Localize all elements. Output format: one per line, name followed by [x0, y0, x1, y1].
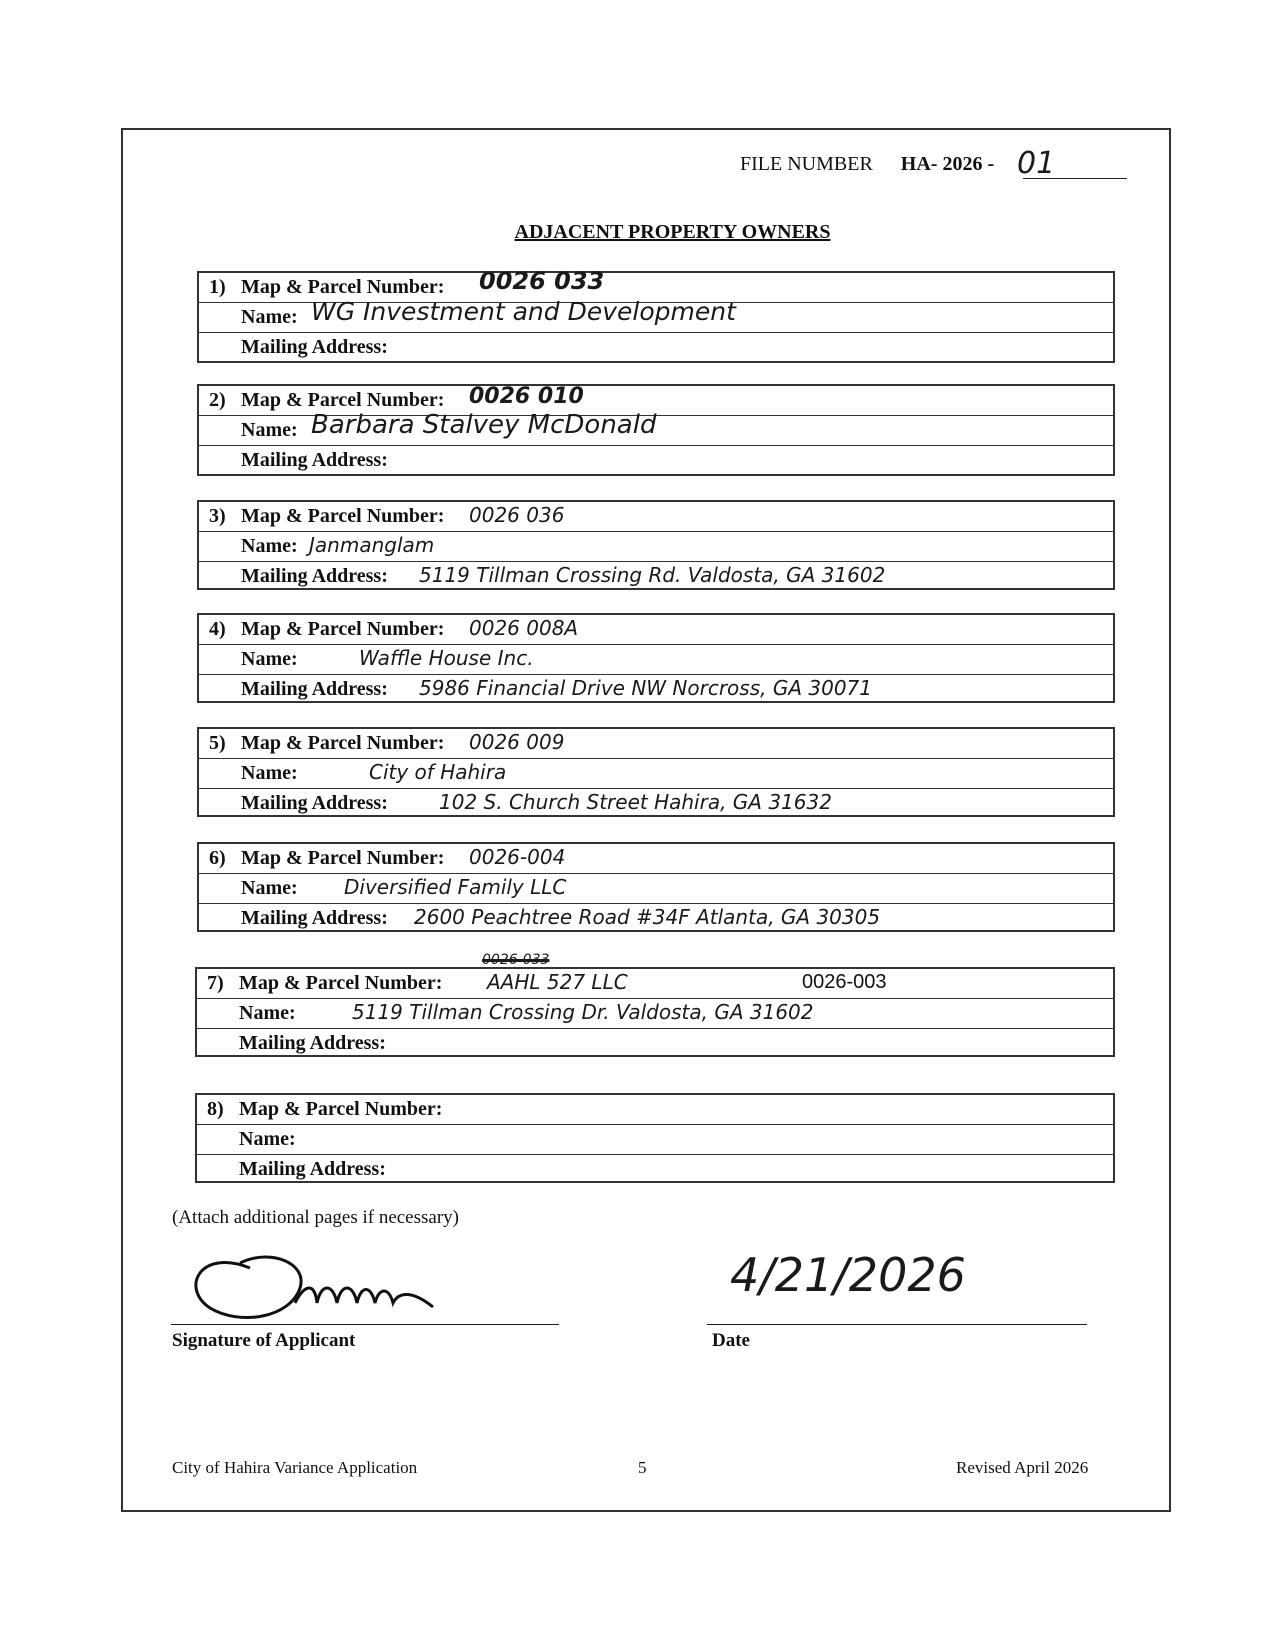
name-value[interactable]: Waffle House Inc. — [359, 646, 534, 670]
address-label: Mailing Address: — [241, 449, 388, 471]
entry-number: 4) — [209, 618, 226, 640]
parcel-label: Map & Parcel Number: — [241, 505, 445, 527]
address-row — [199, 562, 1113, 592]
footer-revised: Revised April 2026 — [956, 1458, 1089, 1477]
address-label: Mailing Address: — [241, 565, 388, 587]
footer-title: City of Hahira Variance Application — [172, 1458, 418, 1477]
name-value[interactable]: City of Hahira — [369, 760, 507, 784]
file-number-value[interactable]: 01 — [1017, 146, 1056, 181]
name-label: Name: — [241, 762, 298, 784]
owner-entry-6 — [197, 842, 1115, 932]
entry-number: 2) — [209, 389, 226, 411]
parcel-row — [197, 1095, 1113, 1125]
struck-parcel-number: 0026-033 — [482, 952, 550, 968]
name-row — [199, 874, 1113, 904]
name-row — [199, 759, 1113, 789]
file-number-label: FILE NUMBER — [740, 153, 873, 175]
parcel-row — [199, 502, 1113, 532]
address-label: Mailing Address: — [239, 1032, 386, 1054]
parcel-value[interactable]: 0026 009 — [469, 730, 565, 754]
signature-line — [171, 1324, 559, 1325]
name-value[interactable]: Barbara Stalvey McDonald — [311, 410, 657, 440]
entry-number: 5) — [209, 732, 226, 754]
address-row — [199, 446, 1113, 476]
entry-number: 6) — [209, 847, 226, 869]
name-row — [199, 410, 1113, 446]
name-row — [197, 999, 1113, 1029]
name-label: Name: — [239, 1002, 296, 1024]
parcel-row — [199, 844, 1113, 874]
address-row — [199, 675, 1113, 705]
address-row — [199, 333, 1113, 363]
name-label: Name: — [241, 877, 298, 899]
entry-number: 3) — [209, 505, 226, 527]
date-line — [707, 1324, 1087, 1325]
parcel-label: Map & Parcel Number: — [241, 618, 445, 640]
parcel-value[interactable]: 0026 033 — [479, 267, 605, 295]
parcel-label: Map & Parcel Number: — [239, 972, 443, 994]
address-value[interactable]: 5986 Financial Drive NW Norcross, GA 30071 — [419, 676, 873, 700]
parcel-value[interactable]: 0026 008A — [469, 616, 579, 640]
date-label: Date — [712, 1330, 750, 1351]
name-row — [199, 645, 1113, 675]
file-number-prefix: HA- 2026 - — [900, 153, 995, 175]
page-number: 5 — [638, 1458, 647, 1477]
owner-entry-2 — [197, 384, 1115, 476]
parcel-value[interactable]: AAHL 527 LLC — [487, 970, 628, 994]
parcel-label: Map & Parcel Number: — [241, 389, 445, 411]
parcel-row — [199, 615, 1113, 645]
parcel-label: Map & Parcel Number: — [241, 732, 445, 754]
owner-entry-1 — [197, 267, 1115, 363]
address-label: Mailing Address: — [241, 336, 388, 358]
address-value[interactable]: 2600 Peachtree Road #34F Atlanta, GA 30305 — [414, 905, 881, 929]
parcel-row — [199, 729, 1113, 759]
parcel-row — [197, 969, 1113, 999]
name-label: Name: — [239, 1128, 296, 1150]
signature-label: Signature of Applicant — [172, 1330, 356, 1351]
address-label: Mailing Address: — [241, 907, 388, 929]
name-label: Name: — [241, 306, 298, 328]
name-value[interactable]: Janmanglam — [309, 533, 435, 557]
address-label: Mailing Address: — [239, 1158, 386, 1180]
parcel-label: Map & Parcel Number: — [241, 847, 445, 869]
file-number — [740, 153, 994, 176]
address-label: Mailing Address: — [241, 792, 388, 814]
name-value[interactable]: 5119 Tillman Crossing Dr. Valdosta, GA 31602 — [352, 1000, 814, 1024]
address-row — [199, 789, 1113, 819]
owner-entry-5 — [197, 727, 1115, 817]
address-value[interactable]: 5119 Tillman Crossing Rd. Valdosta, GA 31602 — [419, 563, 886, 587]
parcel-typed-value: 0026-003 — [802, 971, 887, 993]
name-label: Name: — [241, 535, 298, 557]
name-label: Name: — [241, 419, 298, 441]
entry-number: 8) — [207, 1098, 224, 1120]
page-title: ADJACENT PROPERTY OWNERS — [514, 221, 831, 243]
owner-entry-8 — [195, 1093, 1115, 1183]
name-row — [199, 297, 1113, 333]
parcel-value[interactable]: 0026-004 — [469, 845, 566, 869]
address-row — [197, 1029, 1113, 1059]
owner-entry-4 — [197, 613, 1115, 703]
parcel-value[interactable]: 0026 036 — [469, 503, 565, 527]
address-row — [199, 904, 1113, 934]
name-value[interactable]: Diversified Family LLC — [344, 875, 567, 899]
owner-entry-7 — [195, 967, 1115, 1057]
name-label: Name: — [241, 648, 298, 670]
name-row — [197, 1125, 1113, 1155]
parcel-value[interactable]: 0026 010 — [469, 384, 584, 409]
entry-number: 7) — [207, 972, 224, 994]
name-value[interactable]: WG Investment and Development — [311, 297, 736, 326]
address-row — [197, 1155, 1113, 1185]
parcel-label: Map & Parcel Number: — [239, 1098, 443, 1120]
address-value[interactable]: 102 S. Church Street Hahira, GA 31632 — [439, 790, 832, 814]
parcel-label: Map & Parcel Number: — [241, 276, 445, 298]
name-row — [199, 532, 1113, 562]
owner-entry-3 — [197, 500, 1115, 590]
attach-note: (Attach additional pages if necessary) — [172, 1207, 459, 1228]
address-label: Mailing Address: — [241, 678, 388, 700]
date-value[interactable]: 4/21/2026 — [730, 1248, 966, 1302]
entry-number: 1) — [209, 276, 226, 298]
applicant-signature — [180, 1228, 560, 1328]
